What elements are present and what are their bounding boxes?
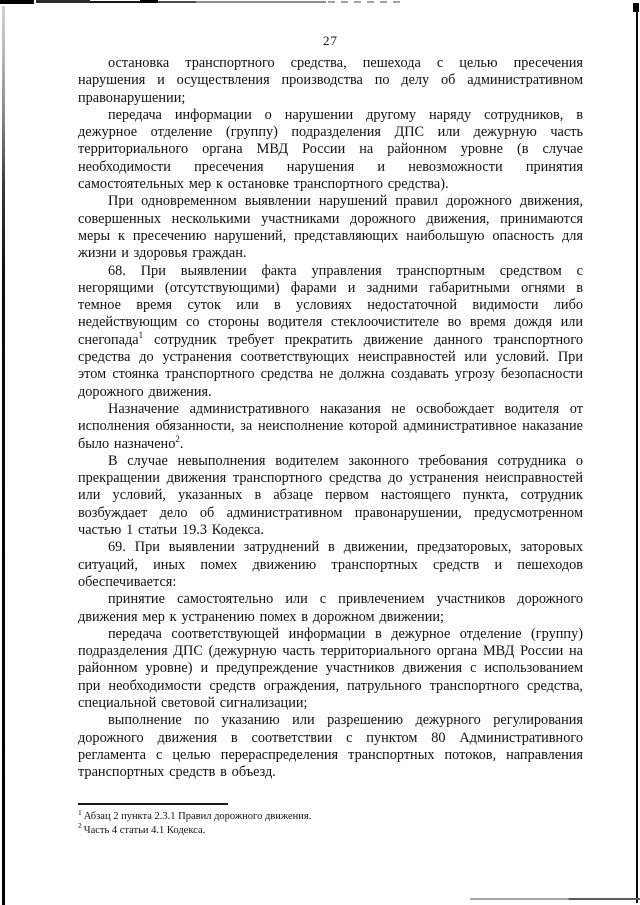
footnote-marker: 2 (78, 821, 82, 830)
footnotes-section (78, 803, 583, 837)
footnote-reference: 2 (175, 433, 180, 444)
paragraph: 68. При выявлении факта управления транспортным средством с негорящими (отсутствующими) фарами и задними габаритными огнями в темное время суток или в условиях недостаточной видимости либо недействующим со стороны водителя стеклоочистителе во время дождя или снегопада$^1$ сотрудник требует прекратить движение данного транспортного средства до устранения соответствующих неисправностей или условий. При этом стоянка транспортного средства не должна создавать угрозу безопасности дорожного движения. (78, 262, 583, 400)
scan-artifact-top-bar (158, 1, 196, 3)
scan-artifact-top-bar (90, 1, 140, 3)
paragraph: выполнение по указанию или разрешению дежурного регулирования дорожного движения в соответствии с пунктом 80 Административного регламента с целью перераспределения транспортных потоков, направления транспортных средств в объезд. (78, 712, 583, 781)
scan-artifact-top-bar (0, 0, 34, 4)
page-number: 27 (323, 33, 338, 48)
paragraph: 69. При выявлении затруднений в движении, предзаторовых, заторовых ситуаций, иных помех движению транспортных средств и пешеходов обеспечивается: (78, 539, 583, 590)
footnote: $^2$ Часть 4 статьи 4.1 Кодекса. (78, 821, 206, 836)
footnote-separator (78, 803, 228, 805)
scan-artifact-top-bar (196, 1, 326, 3)
document-body (78, 55, 583, 781)
footnote-reference: 1 (138, 329, 144, 340)
paragraph: принятие самостоятельно или с привлечением участников дорожного движения мер к устранению помех в дорожном движении; (78, 591, 583, 625)
footnote: $^1$ Абзац 2 пункта 2.3.1 Правил дорожного движения. (78, 807, 312, 822)
scan-artifact-top-bar (36, 0, 90, 3)
scan-artifact-right-edge (636, 3, 639, 903)
paragraph: остановка транспортного средства, пешехода с целью пресечения нарушения и осуществления производства по делу об административном правонарушении; (78, 55, 583, 106)
paragraph: При одновременном выявлении нарушений правил дорожного движения, совершенных несколькими участниками дорожного движения, принимаются меры к пресечению нарушений, представляющих наибольшую опасность для жизни и здоровья граждан. (78, 193, 583, 262)
paragraph: В случае невыполнения водителем законного требования сотрудника о прекращении движения транспортного средства до устранения неисправностей или условий, указанных в абзаце первом настоящего пункта, сотрудник возбуждает дело об административном правонарушении, предусмотренном частью 1 статьи 19.3 Кодекса. (78, 452, 583, 539)
scan-artifact-left-edge (2, 6, 5, 905)
scan-artifact-right-edge (633, 3, 639, 12)
scan-artifact-top-dashes (328, 1, 406, 3)
footnote-list (78, 807, 583, 837)
paragraph: передача соответствующей информации в дежурное отделение (группу) подразделения ДПС (дежурную часть территориального органа МВД России на районном уровне) и предупреждение участников движения с использованием при необходимости средств ограждения, патрульного транспортного средства, специальной световой сигнализации; (78, 625, 583, 711)
scan-artifact-top-bar (140, 0, 158, 3)
paragraph: Назначение административного наказания не освобождает водителя от исполнения обязанности, за неисполнение которой административное наказание было назначено$^2$. (78, 400, 583, 452)
footnote-marker: 1 (78, 807, 82, 817)
paragraph: передача информации о нарушении другому наряду сотрудников, в дежурное отделение (группу) подразделения ДПС или дежурную часть территориального органа МВД России на районном уровне (в случае необходимости пресечения нарушения и невозможности принятия самостоятельных мер к остановке транспортного средства). (78, 106, 583, 193)
scan-artifact-bottom-edge (470, 898, 640, 900)
